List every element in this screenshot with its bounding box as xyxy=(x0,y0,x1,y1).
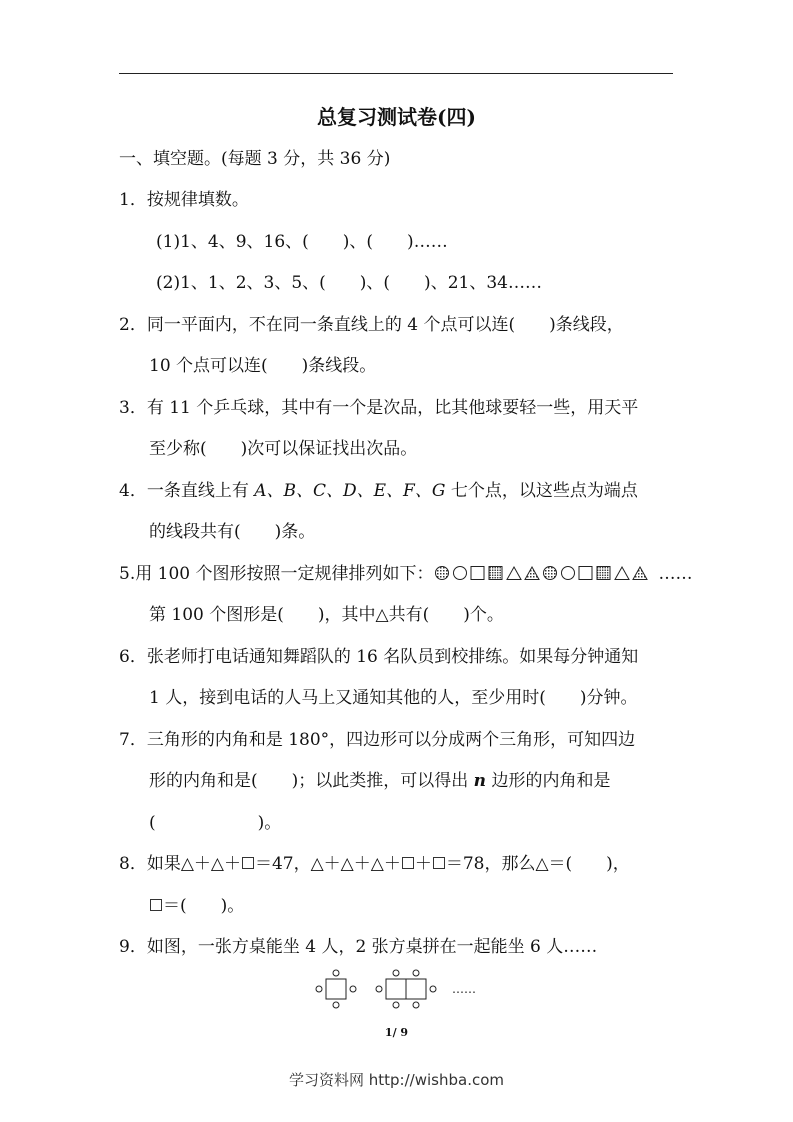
q8-part-c: ＋ xyxy=(414,854,432,874)
q4-post: 七个点，以这些点为端点 xyxy=(445,481,638,501)
q5-pre: 5.用 100 个图形按照一定规律排列如下： xyxy=(119,564,434,584)
q1-a: (1)1、4、9、16、( )、( )…… xyxy=(156,232,448,252)
q7-line1: 7．三角形的内角和是 180°，四边形可以分成两个三角形，可知四边 xyxy=(119,730,636,750)
q5-line1 xyxy=(119,562,692,586)
q8-part-d: ＝78，那么△＝( )， xyxy=(445,854,630,874)
q8-line2 xyxy=(149,894,244,918)
q6-line1: 6．张老师打电话通知舞蹈队的 16 名队员到校排练。如果每分钟通知 xyxy=(119,647,639,667)
q3-line1: 3．有 11 个乒乓球，其中有一个是次品，比其他球要轻一些，用天平 xyxy=(119,398,639,418)
q4-letters: A、B、C、D、E、F、G xyxy=(254,481,446,501)
small-square-icon xyxy=(402,857,414,869)
q8-part-e: ＝( )。 xyxy=(163,896,245,916)
q6-line2: 1 人，接到电话的人马上又通知其他的人，至少用时( )分钟。 xyxy=(149,688,638,708)
table-seating-figure xyxy=(312,969,512,1013)
q8-line1 xyxy=(119,852,630,876)
q8-part-a: 8．如果△＋△＋ xyxy=(119,854,241,874)
q7-line2a: 形的内角和是( )；以此类推，可以得出 xyxy=(149,771,474,791)
q2-line2: 10 个点可以连( )条线段。 xyxy=(149,356,377,376)
q7-line3: ( )。 xyxy=(149,813,282,833)
q5-post: …… xyxy=(658,564,693,584)
q3-line2: 至少称( )次可以保证找出次品。 xyxy=(149,439,418,459)
q5-line2: 第 100 个图形是( )，其中△共有( )个。 xyxy=(149,605,504,625)
q7-n: n xyxy=(473,771,487,791)
q8-part-b: ＝47，△＋△＋△＋ xyxy=(254,854,401,874)
pattern-shapes-icon xyxy=(434,564,658,582)
q7-line2b: 边形的内角和是 xyxy=(486,771,611,791)
q1-stem: 1．按规律填数。 xyxy=(119,190,249,210)
q1-b: (2)1、1、2、3、5、( )、( )、21、34…… xyxy=(156,273,542,293)
q2-line1: 2．同一平面内，不在同一条直线上的 4 个点可以连( )条线段， xyxy=(119,315,624,335)
q7-line2 xyxy=(149,769,610,793)
site-footer: 学习资料网 http://wishba.com xyxy=(289,1071,504,1089)
q4-line1 xyxy=(119,479,638,503)
section-heading: 一、填空题。(每题 3 分，共 36 分) xyxy=(119,149,391,169)
q4-line2: 的线段共有( )条。 xyxy=(149,522,316,542)
page-title: 总复习测试卷(四) xyxy=(317,105,476,129)
q4-pre: 4．一条直线上有 xyxy=(119,481,255,501)
header-rule xyxy=(119,73,673,74)
page-number: 1/ 9 xyxy=(384,1026,409,1039)
small-square-icon xyxy=(150,899,162,911)
small-square-icon xyxy=(433,857,445,869)
small-square-icon xyxy=(242,857,254,869)
figure-ellipsis: …… xyxy=(452,982,476,996)
q9-line1: 9．如图，一张方桌能坐 4 人，2 张方桌拼在一起能坐 6 人…… xyxy=(119,937,598,957)
